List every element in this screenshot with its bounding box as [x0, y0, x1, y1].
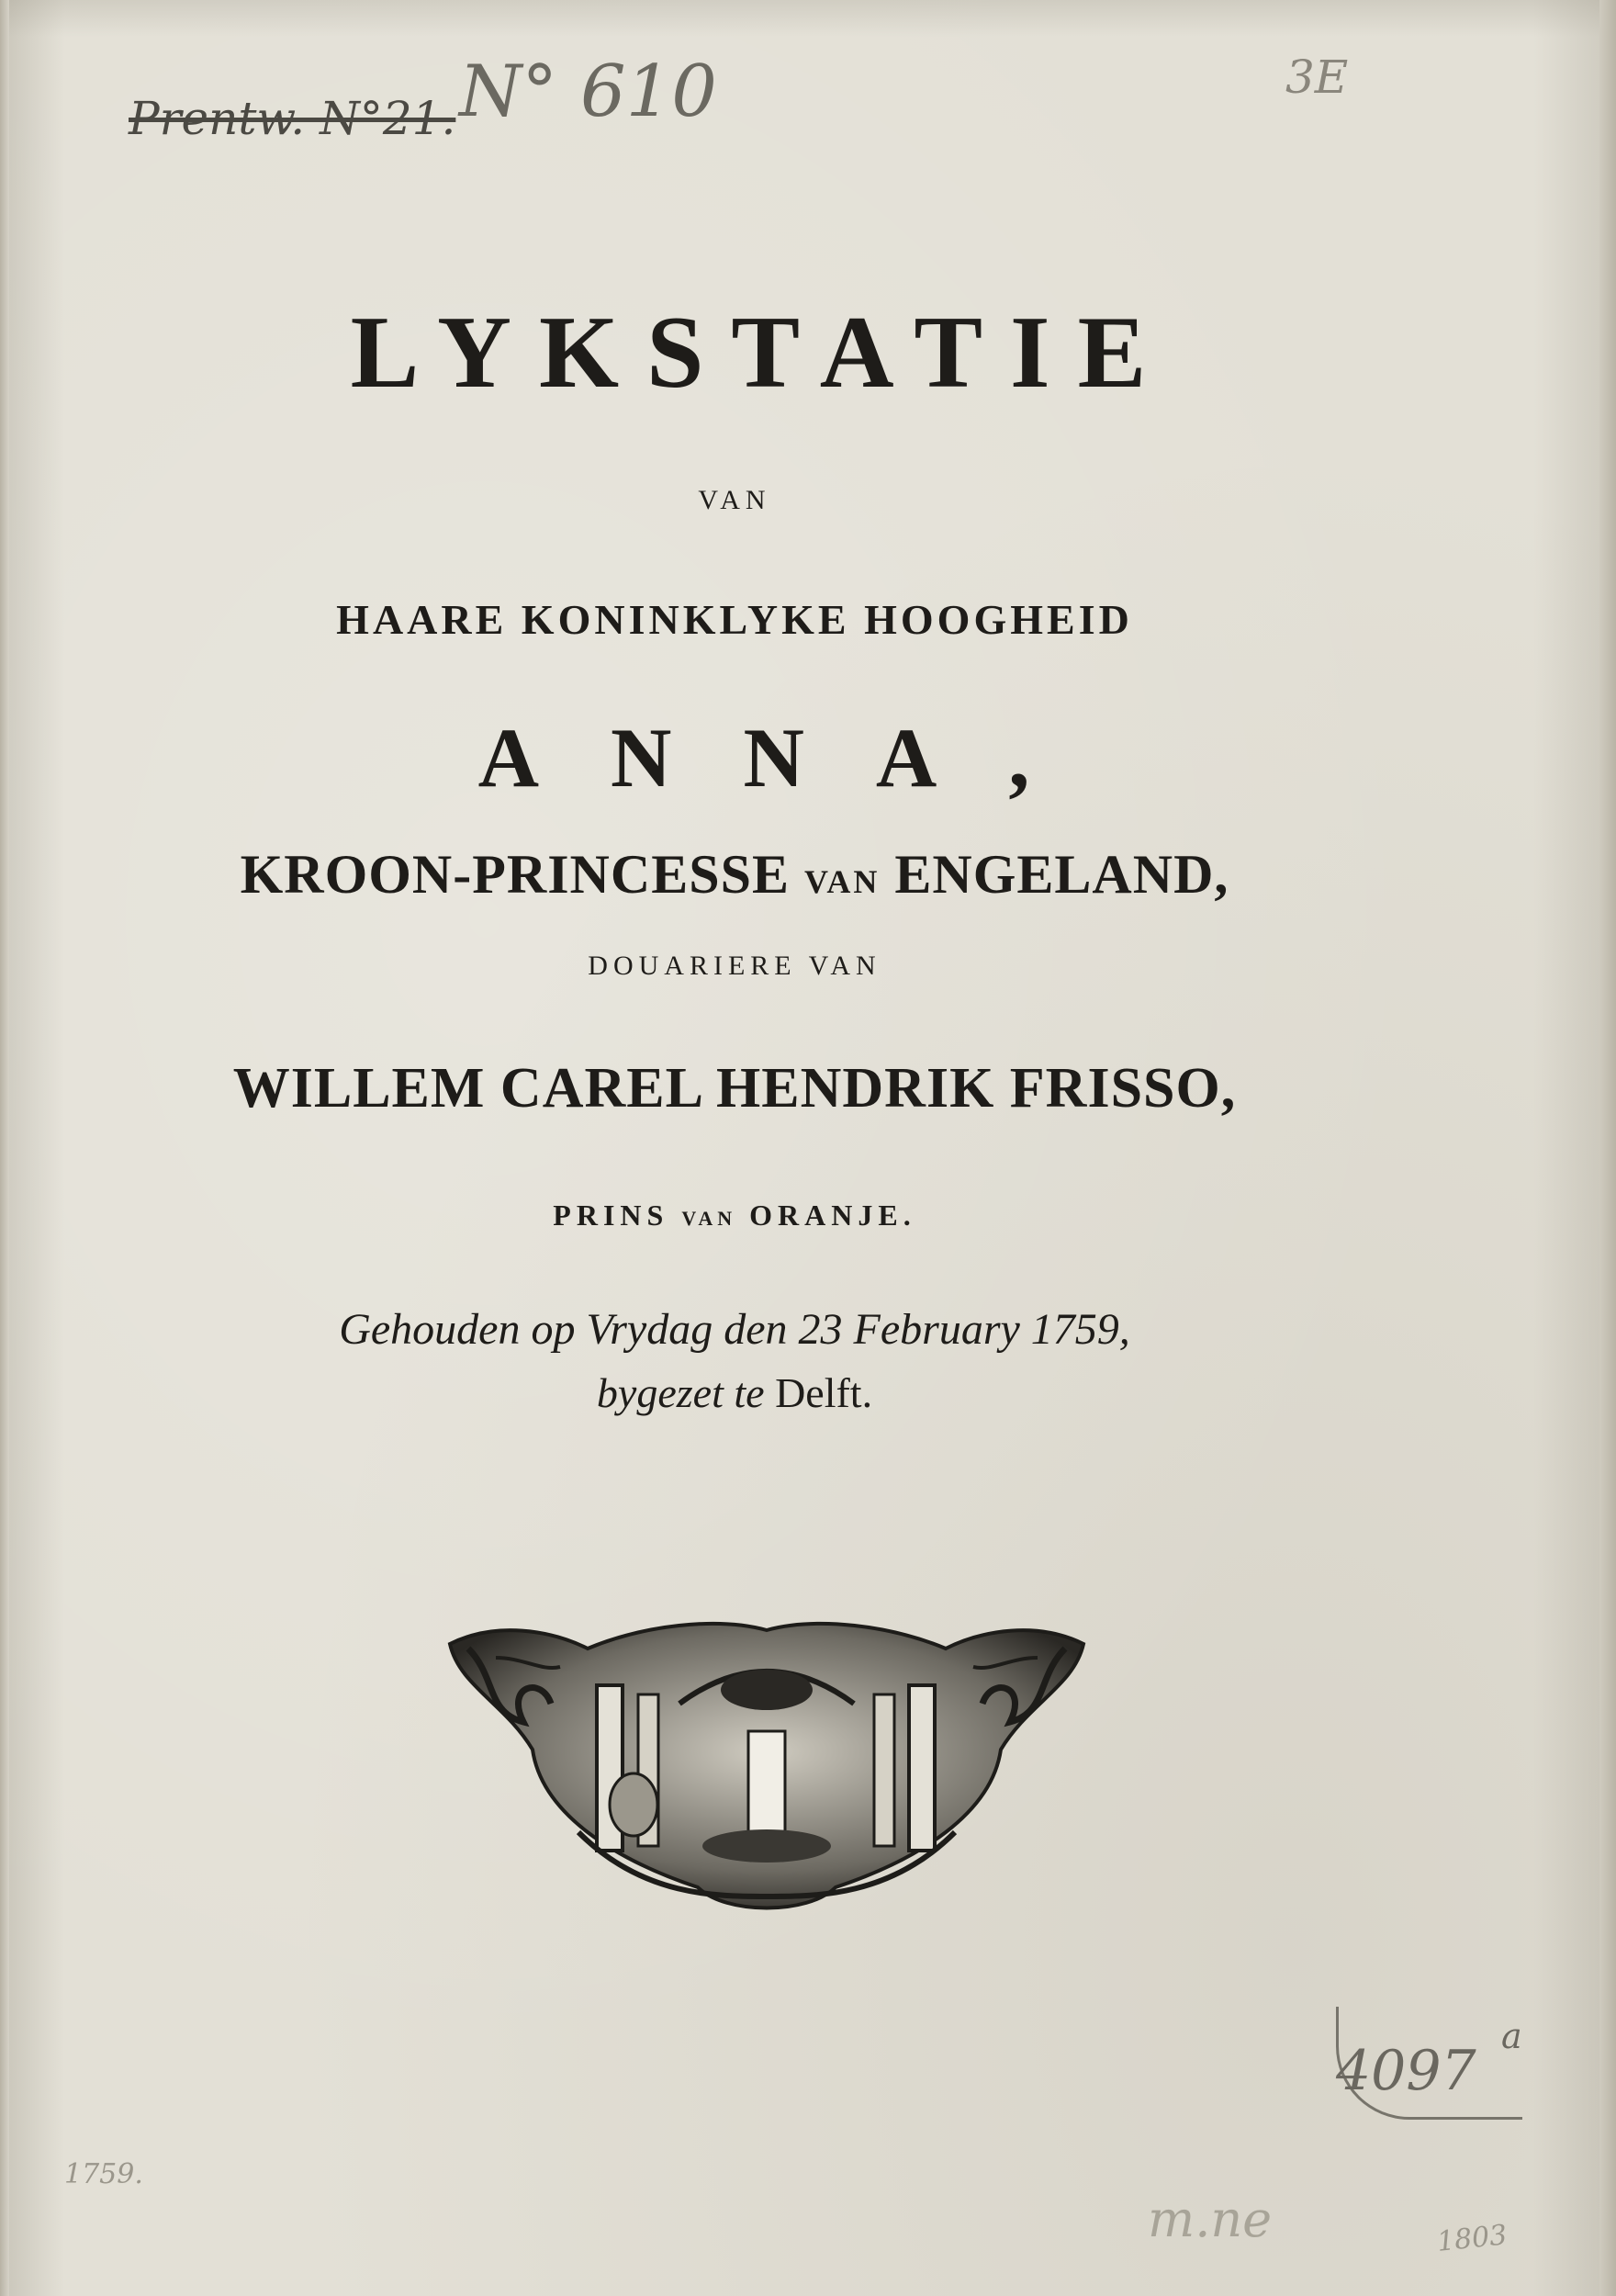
kroon-part-a: KROON-PRINCESSE [240, 844, 804, 905]
bygezet-part-b: Delft. [764, 1369, 873, 1416]
corner-annotation: 3E [1285, 51, 1349, 104]
gehouden-line: Gehouden op Vrydag den 23 February 1759, [339, 1305, 1130, 1354]
ornamental-vignette [441, 1621, 1093, 1924]
document-title: LYKSTATIE [350, 296, 1174, 410]
kroon-van: VAN [804, 863, 881, 900]
shell-ornament [721, 1670, 813, 1710]
fountain [748, 1731, 785, 1841]
van-line: VAN [698, 485, 771, 515]
initials-annotation: m.ne [1148, 2190, 1273, 2248]
bygezet-line [0, 1368, 1469, 1417]
struck-annotation: Prentw. N°21. [129, 92, 456, 145]
inventory-annotation: 4097 [1336, 2039, 1476, 2103]
fountain-basin [702, 1829, 831, 1863]
kroon-part-b: ENGELAND, [880, 844, 1229, 905]
urn [610, 1773, 657, 1836]
page-right-edge [1599, 0, 1616, 2296]
hoogheid-line: HAARE KONINKLYKE HOOGHEID [336, 596, 1133, 643]
prins-part-b: ORANJE. [736, 1199, 916, 1232]
prins-van: VAN [681, 1207, 737, 1230]
kroon-line [0, 843, 1469, 906]
name-line: ANNA, [477, 711, 1102, 805]
year-annotation-right: 1803 [1435, 2219, 1509, 2258]
prins-line [0, 1199, 1469, 1232]
year-annotation-left: 1759. [64, 2158, 143, 2190]
right-column [909, 1685, 935, 1851]
right-column-2 [874, 1694, 894, 1846]
willem-line: WILLEM CAREL HENDRIK FRISSO, [232, 1057, 1237, 1120]
bygezet-part-a: bygezet te [596, 1369, 765, 1416]
number-annotation: N° 610 [459, 51, 717, 133]
inventory-suffix: a [1501, 2016, 1522, 2056]
douariere-line: DOUARIERE VAN [588, 951, 881, 981]
prins-part-a: PRINS [553, 1199, 682, 1232]
